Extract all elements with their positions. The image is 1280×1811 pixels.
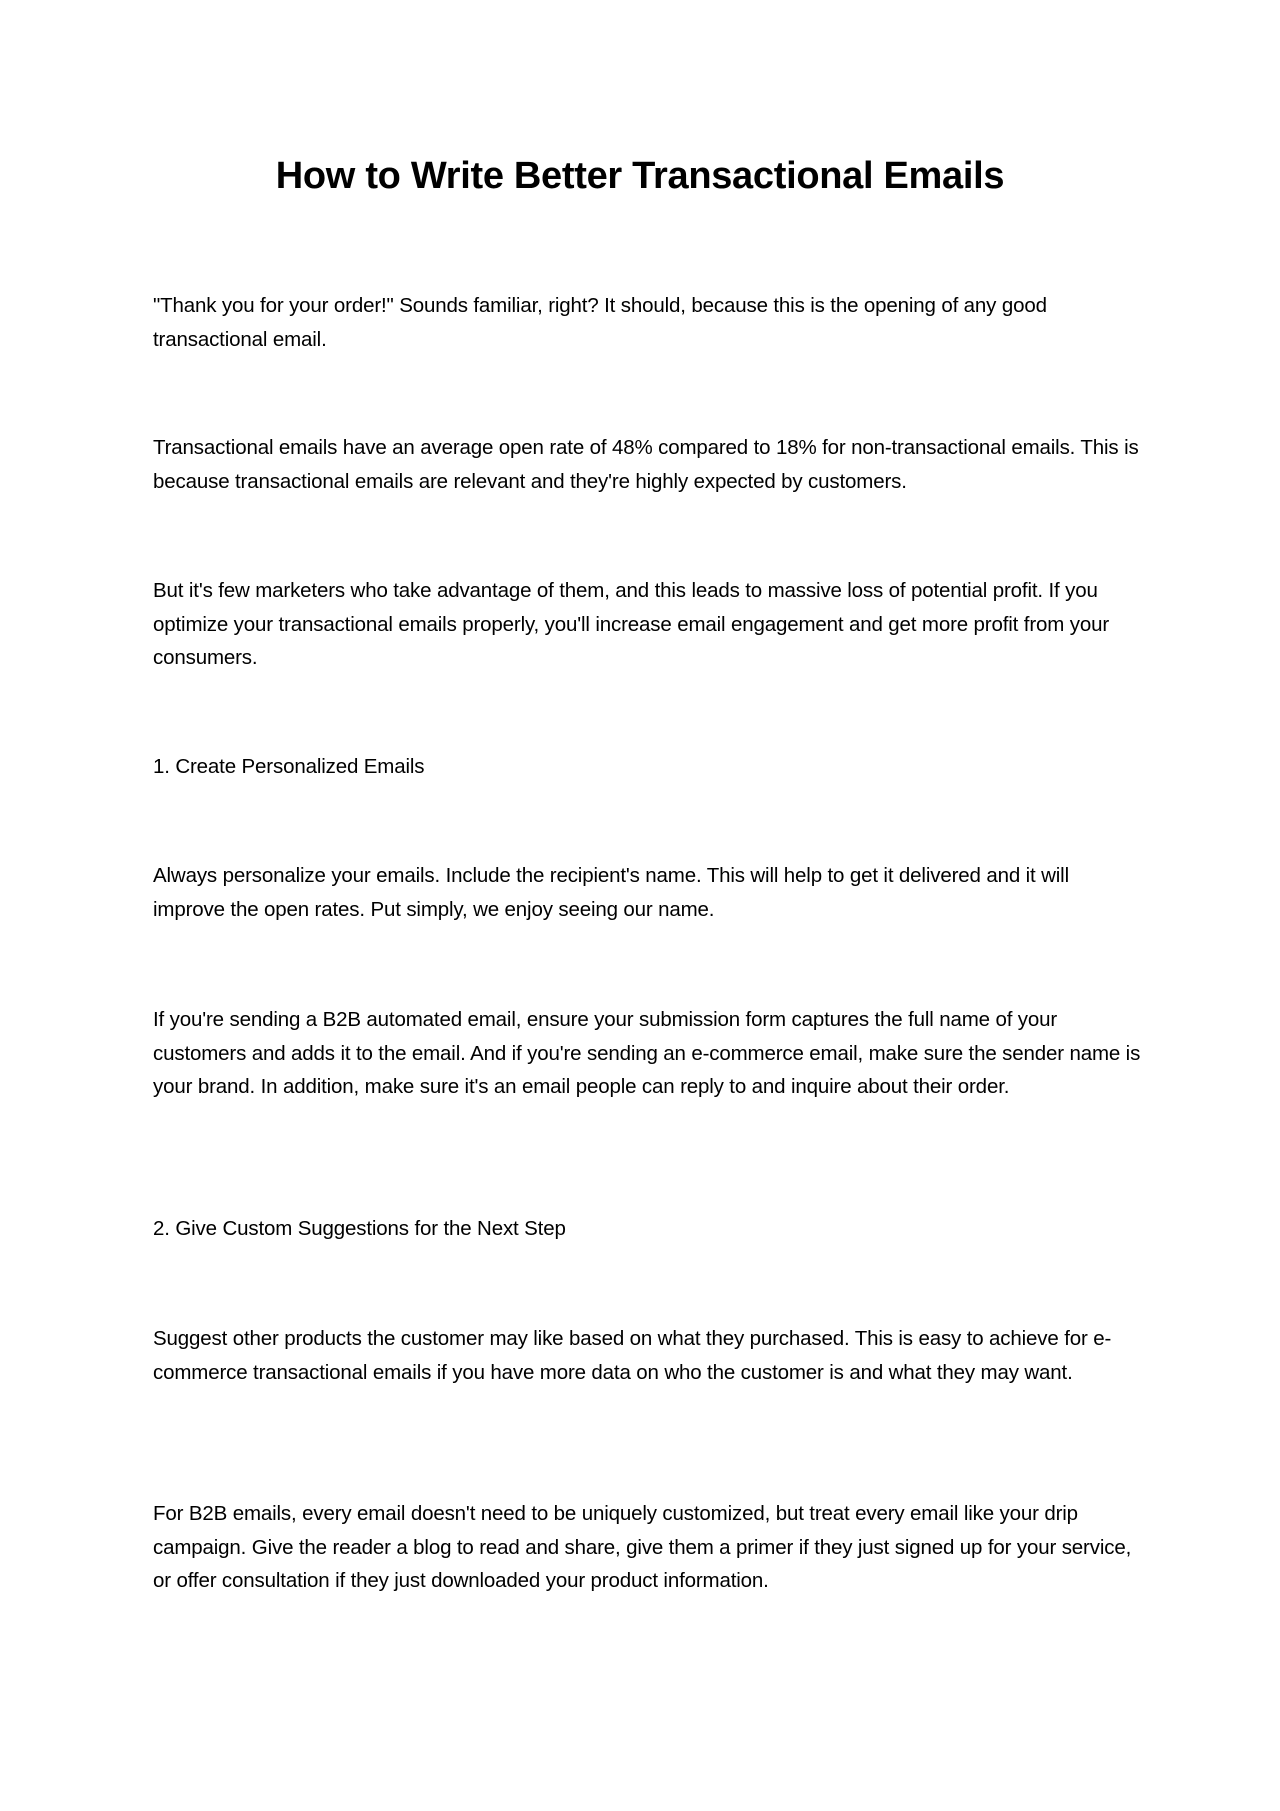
paragraph-open-rate: Transactional emails have an average open rate of 48% compared to 18% for non-transactional emails. This is because transactional emails are relevant and they're highly expected by customers. <box>153 436 1139 493</box>
paragraph-few-marketers: But it's few marketers who take advantage of them, and this leads to massive loss of potential profit. If you optimize your transactional emails properly, you'll increase email engagement and get more profit from your consumers. <box>153 579 1109 670</box>
paragraph-b2b-emails: For B2B emails, every email doesn't need to be uniquely customized, but treat every email like your drip campaign. Give the reader a blog to read and share, give them a primer if they just signed up for your service, or offer consultation if they just downloaded your product information. <box>153 1502 1132 1593</box>
page-title: How to Write Better Transactional Emails <box>275 155 1005 197</box>
paragraph-suggest-products: Suggest other products the customer may like based on what they purchased. This is easy to achieve for e-commerce transactional emails if you have more data on who the customer is and what they may want. <box>153 1327 1112 1384</box>
paragraph-b2b-automated: If you're sending a B2B automated email, ensure your submission form captures the full name of your customers and adds it to the email. And if you're sending an e-commerce email, make sure the sender name is your brand. In addition, make sure it's an email people can reply to and inquire about their order. <box>153 1008 1141 1099</box>
paragraph-intro: "Thank you for your order!" Sounds familiar, right? It should, because this is the opening of any good transactional email. <box>153 294 1047 351</box>
section-heading-2: 2. Give Custom Suggestions for the Next Step <box>153 1217 566 1240</box>
section-heading-1: 1. Create Personalized Emails <box>153 755 425 778</box>
paragraph-personalize: Always personalize your emails. Include the recipient's name. This will help to get it delivered and it will improve the open rates. Put simply, we enjoy seeing our name. <box>153 864 1069 921</box>
